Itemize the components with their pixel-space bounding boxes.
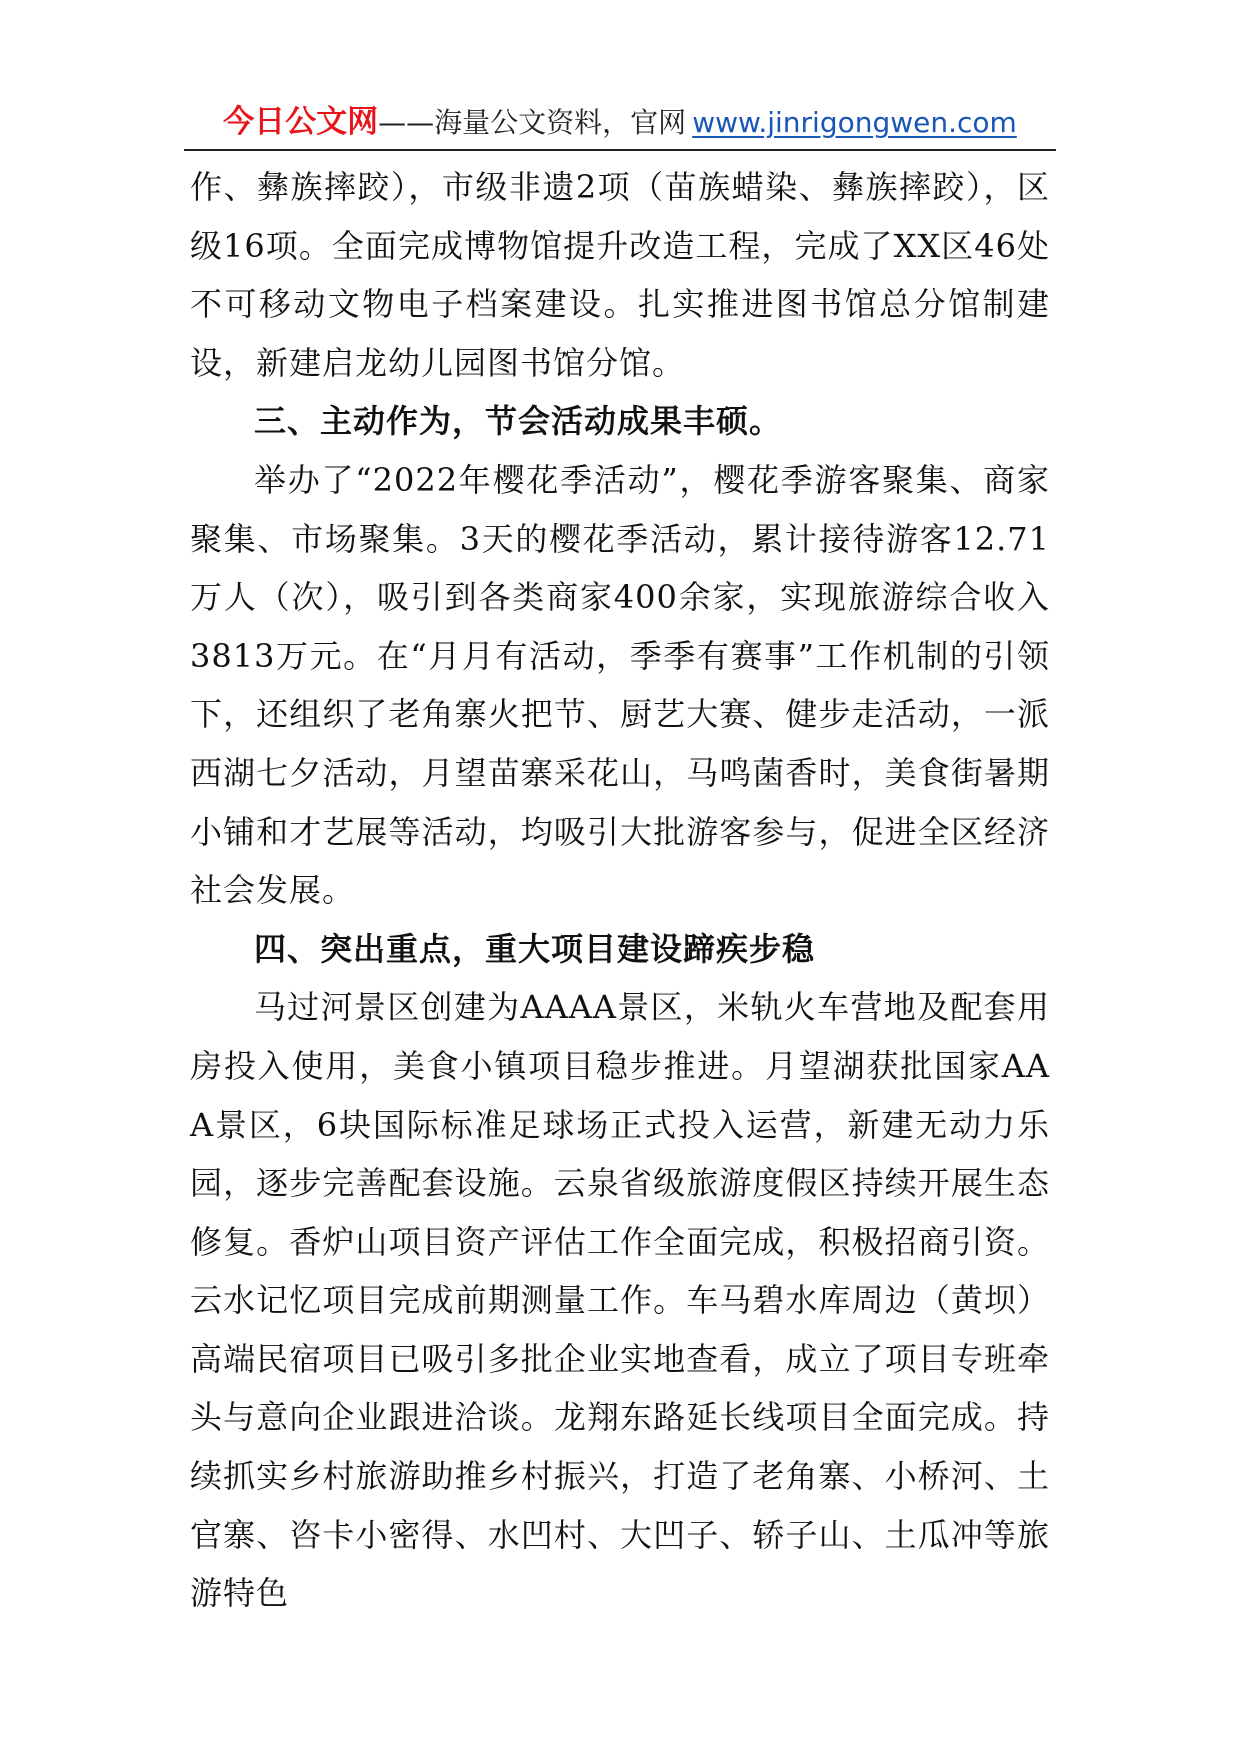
header-divider: [184, 149, 1056, 151]
paragraph-projects: 马过河景区创建为AAAA景区，米轨火车营地及配套用房投入使用，美食小镇项目稳步推进。月望湖获批国家AAA景区，6块国际标准足球场正式投入运营，新建无动力乐园，逐步完善配套设施。云泉省级旅游度假区持续开展生态修复。香炉山项目资产评估工作全面完成，积极招商引资。云水记忆项目完成前期测量工作。车马碧水库周边（黄坝）高端民宿项目已吸引多批企业实地查看，成立了项目专班牵头与意向企业跟进洽谈。龙翔东路延长线项目全面完成。持续抓实乡村旅游助推乡村振兴，打造了老角寨、小桥河、土官寨、咨卡小密得、水凹村、大凹子、轿子山、土瓜冲等旅游特色: [190, 988, 1050, 1613]
header-slogan: ——海量公文资料，官网: [378, 106, 687, 139]
brand-name: 今日公文网: [223, 104, 379, 140]
paragraph-festival: 举办了“2022年樱花季活动”，樱花季游客聚集、商家聚集、市场聚集。3天的樱花季活动，累计接待游客12.71万人（次），吸引到各类商家400余家，实现旅游综合收入3813万元。在“月月有活动，季季有赛事”工作机制的引领下，还组织了老角寨火把节、厨艺大赛、健步走活动，一派西湖七夕活动，月望苗寨采花山，马鸣菌香时，美食街暑期小铺和才艺展等活动，均吸引大批游客参与，促进全区经济社会发展。: [190, 460, 1050, 910]
website-link[interactable]: www.jinrigongwen.com: [692, 106, 1017, 139]
document-body: [190, 158, 1050, 1623]
section-heading-3: 三、主动作为，节会活动成果丰硕。: [254, 402, 783, 441]
paragraph-heritage: 作、彝族摔跤），市级非遗2项（苗族蜡染、彝族摔跤），区级16项。全面完成博物馆提升改造工程，完成了XX区46处不可移动文物电子档案建设。扎实推进图书馆总分馆制建设，新建启龙幼儿园图书馆分馆。: [190, 168, 1050, 382]
section-heading-4: 四、突出重点，重大项目建设蹄疾步稳: [254, 929, 816, 968]
page-header: [188, 96, 1052, 146]
